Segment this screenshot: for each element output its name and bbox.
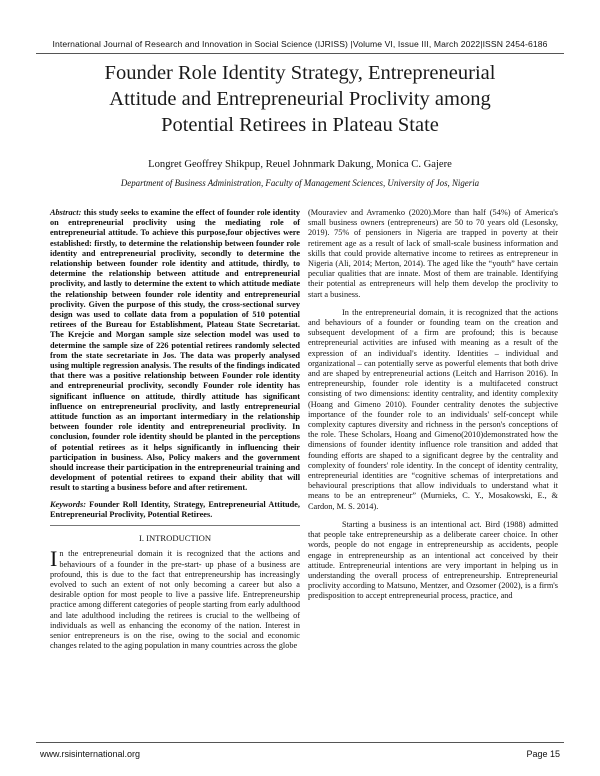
drop-cap: I xyxy=(50,546,58,572)
right-paragraph-2: In the entrepreneurial domain, it is recognized that the actions and behaviours of a founder or founding team on the creation and subsequent development of a firm are profound; this is because entrepreneurial activities are infused with meaning as a result of the expression of an individual's identity. Identities – individual and organizational – can potentially serve as powerful elements that both drive and are shaped by entrepreneurial actions (Leitch and Harrison 2016). In entrepreneurship, founder role identity is a multifaceted construct consisting of two dimensions: identity centrality, and identity complexity (Hoang and Gimeno 2010). Founder centrality denotes the subjective importance of the founder role to an individuals' self-concept while complexity captures diversity and richness in the person's conceptions of the role. These Scholars, Hoang and Gimeno(2010)demonstrated how the dimensions of founder identity influence role transition and added that founding efforts are shaped to a significant degree by the centrality and complexity of founders' role identity. In the concept of identity centrality, entrepreneurial identities are “cognitive schemas of interpretations and behavioural prescriptions that allow individuals to understand what it means to be an entrepreneur” (Murnieks, C. Y., Mosakowski, E., & Cardon, M. S. 2014). xyxy=(308,307,558,511)
keywords-label: Keywords: xyxy=(50,499,86,509)
right-paragraph-3: Starting a business is an intentional act. Bird (1988) admitted that people take entrepreneurship as a deliberate career choice. In other words, people do not engage in entrepreneurship as accidents, people engage in entrepreneurship as an intentional act conceived by their attitude. Entrepreneurial intentions are very important in helping us in understanding the overall process of entrepreneurship. Entrepreneurial proclivity according to Matsuno, Mentzer, and Ozsomer (2002), is a firm's predisposition to accept entrepreneurial process, practice, and xyxy=(308,519,558,601)
title-line-1: Founder Role Identity Strategy, Entrepreneurial xyxy=(104,62,496,84)
title-line-2: Attitude and Entrepreneurial Proclivity among xyxy=(109,88,491,110)
abstract-text: this study seeks to examine the effect of founder role identity on entrepreneurial proclivity using the mediating role of entrepreneurial attitude. To achieve this purpose,four objectives were established: firstly, to determine the relationship between founder role identity and entrepreneurial proclivity, secondly to determine the relationship between founder role identity and attitude, thirdly, to determine the relationship between attitude and entrepreneurial proclivity, and lastly to determine the extent to which attitude mediate the relationship between founder role identity and entrepreneurial proclivity. Given the purpose of this study, the cross-sectional survey design was used to collate data from a population of 510 potential retirees of the Bureau for Establishment, Plateau State Secretariat. The Krejcie and Morgan sample size selection model was used to determine the sample size of 226 potential retirees randomly selected from the state secretariate in Jos. The data was properly analysed using multiple regression analysis. The results of the findings indicated that there was a positive relationship between Founder role identity and entrepreneurial proclivity, secondly Founder role identity has significant influence on attitude, thirdly attitude has significant influence on entrepreneurial proclivity, and lastly entrepreneurial attitude function as an important intermediary in the relationship between founder role identity and entrepreneurial proclivity. In conclusion, founder role identity should be planted in the perceptions of potential retirees as it helps significantly in influencing their participation in business. Also, Policy makers and the government should increase their participation in the entrepreneurial training and development of potential retirees to expand their ability that will result to starting a business before and after retirement. xyxy=(50,208,300,493)
abstract xyxy=(50,208,300,494)
paper-title xyxy=(50,60,550,138)
intro-paragraph xyxy=(50,546,300,651)
keywords-text: Founder Roll Identity, Strategy, Entrepreneurial Attitude, Entrepreneurial Proclivity, Potential Retirees. xyxy=(50,499,300,519)
footer-website: www.rsisinternational.org xyxy=(40,749,141,759)
authors: Longret Geoffrey Shikpup, Reuel Johnmark Dakung, Monica C. Gajere xyxy=(148,159,452,170)
footer-rule xyxy=(36,742,564,743)
header-rule xyxy=(36,53,564,54)
journal-header: International Journal of Research and Innovation in Social Science (IJRISS) |Volume VI, Issue III, March 2022|ISSN 2454-6186 xyxy=(52,39,548,49)
intro-text: n the entrepreneurial domain it is recognized that the actions and behaviours of a founder in the pre-start- up phase of a business are profound, this is due to the fact that entrepreneurship has increasingly evolved to such an extent of not only becoming a career but also a desirable option for most people to live a passive life. Entrepreneurship practice among different categories of people starting from early adulthood and late adulthood including the retirees is crucial to the wellbeing of individuals as well as enhancing the economy of the nation. Interest in senior entrepreneurs is on the rise, owing to the social and economic changes related to the aging population in many countries across the globe xyxy=(50,549,300,651)
right-paragraph-1: (Mouraviev and Avramenko (2020).More than half (54%) of America's small business owners (entrepreneurs) are 50 to 70 years old (Lesonsky, 2019). 75% of pensioners in Nigeria are trapped in poverty at their retirement age as a result of lack of small-scale business information and skills that could provide alternative income to retirees as entrepreneur in Nigeria (Ali, 2014; Merton, 2014). The aged like the “youth” have certain peculiar qualities that are innate. Most of them are trainable. Identifying their potential as entrepreneurs will help them develop the proclivity to start a business. xyxy=(308,208,558,299)
affiliation: Department of Business Administration, Faculty of Management Sciences, University of Jos, Nigeria xyxy=(120,178,480,188)
title-line-3: Potential Retirees in Plateau State xyxy=(161,114,439,136)
right-column xyxy=(308,208,558,602)
section-rule xyxy=(50,525,300,526)
abstract-label: Abstract: xyxy=(50,208,82,217)
left-column xyxy=(50,208,300,651)
keywords xyxy=(50,500,300,520)
footer-page-number: Page 15 xyxy=(526,749,560,759)
section-heading: I. INTRODUCTION xyxy=(138,533,212,544)
